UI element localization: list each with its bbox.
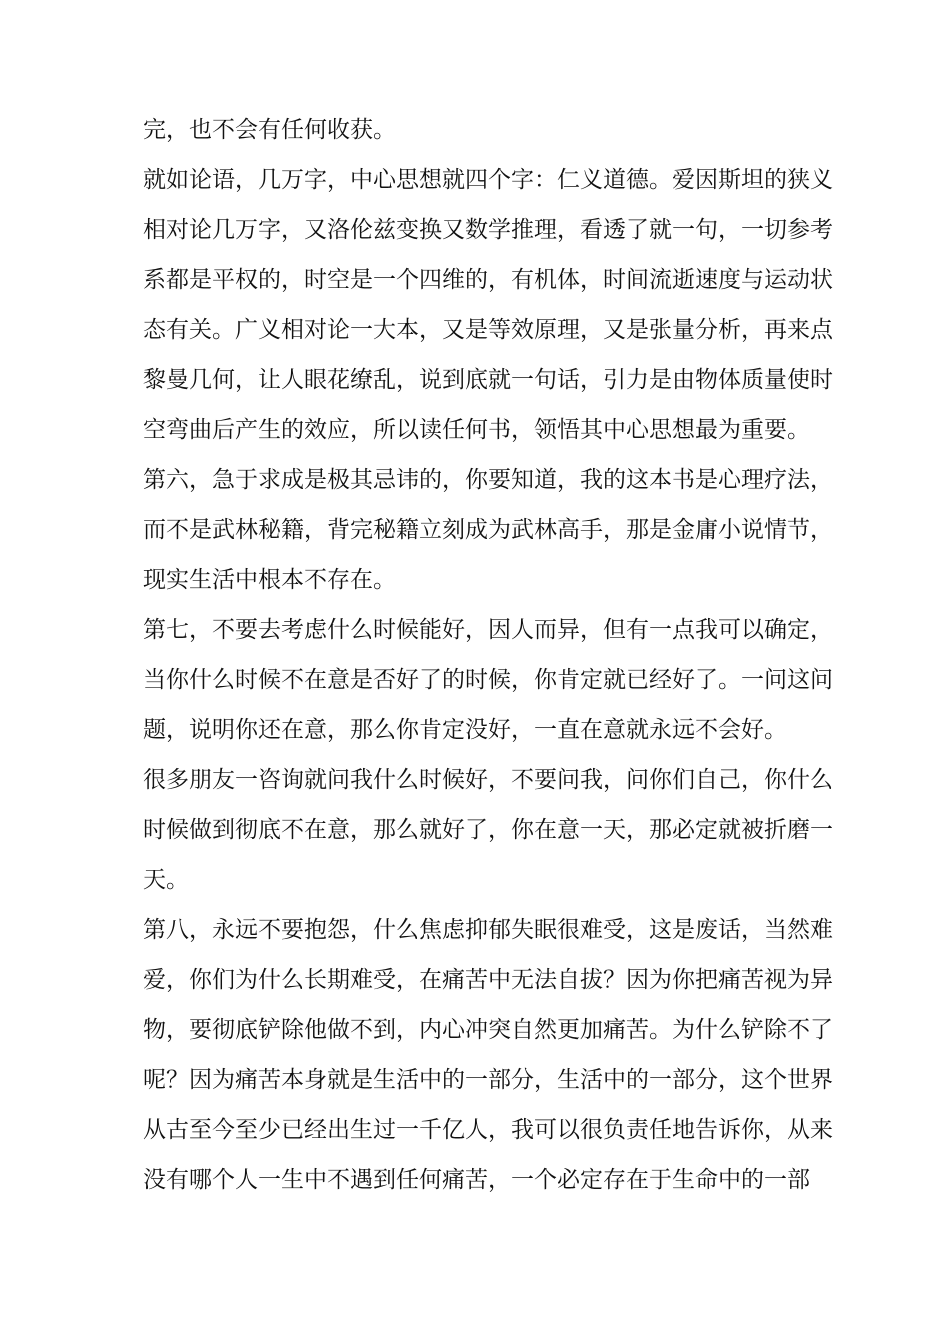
text-line: 黎曼几何，让人眼花缭乱，说到底就一句话，引力是由物体质量使时 [143, 367, 833, 393]
text-line: 态有关。广义相对论一大本，又是等效原理，又是张量分析，再来点 [143, 317, 833, 343]
text-line: 第八，永远不要抱怨，什么焦虑抑郁失眠很难受，这是废话，当然难 [143, 917, 833, 943]
text-line: 就如论语，几万字，中心思想就四个字：仁义道德。爱因斯坦的狭义 [143, 167, 833, 193]
text-line: 题，说明你还在意，那么你肯定没好，一直在意就永远不会好。 [143, 717, 787, 743]
text-line: 没有哪个人一生中不遇到任何痛苦，一个必定存在于生命中的一部 [143, 1167, 810, 1193]
text-line: 时候做到彻底不在意，那么就好了，你在意一天，那必定就被折磨一 [143, 817, 833, 843]
paragraph-3 [143, 455, 833, 605]
paragraph-6 [143, 905, 833, 1205]
text-line: 很多朋友一咨询就问我什么时候好，不要问我，问你们自己，你什么 [143, 767, 833, 793]
text-line: 从古至今至少已经出生过一千亿人，我可以很负责任地告诉你，从来 [143, 1117, 833, 1143]
text-line: 物，要彻底铲除他做不到，内心冲突自然更加痛苦。为什么铲除不了 [143, 1017, 833, 1043]
text-line: 空弯曲后产生的效应，所以读任何书，领悟其中心思想最为重要。 [143, 417, 810, 443]
text-line: 现实生活中根本不存在。 [143, 567, 396, 593]
paragraph-2 [143, 155, 833, 455]
text-line: 呢？因为痛苦本身就是生活中的一部分，生活中的一部分，这个世界 [143, 1067, 833, 1093]
text-line: 相对论几万字，又洛伦兹变换又数学推理，看透了就一句，一切参考 [143, 217, 833, 243]
paragraph-1 [143, 105, 809, 155]
text-line: 第六，急于求成是极其忌讳的，你要知道，我的这本书是心理疗法， [143, 467, 833, 493]
text-line: 爱，你们为什么长期难受，在痛苦中无法自拔？因为你把痛苦视为异 [143, 967, 833, 993]
text-line: 当你什么时候不在意是否好了的时候，你肯定就已经好了。一问这问 [143, 667, 833, 693]
text-line: 第七，不要去考虑什么时候能好，因人而异，但有一点我可以确定， [143, 617, 833, 643]
text-line: 天。 [143, 867, 189, 893]
text-line: 完，也不会有任何收获。 [143, 117, 396, 143]
document-page [143, 105, 833, 1205]
paragraph-4 [143, 605, 833, 755]
text-line: 而不是武林秘籍，背完秘籍立刻成为武林高手，那是金庸小说情节， [143, 517, 833, 543]
text-line: 系都是平权的，时空是一个四维的，有机体，时间流逝速度与运动状 [143, 267, 833, 293]
paragraph-5 [143, 755, 833, 905]
